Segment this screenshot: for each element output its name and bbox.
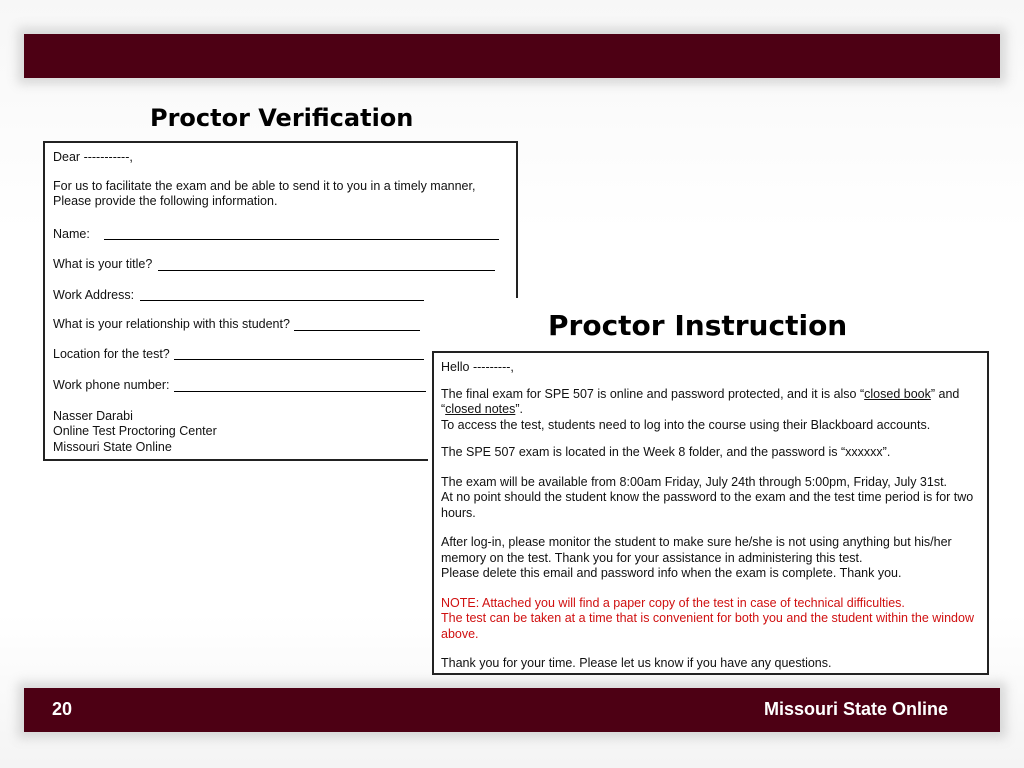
instruction-p4-line-1: After log-in, please monitor the student to make sure he/she is not using anything but his/her [441, 535, 952, 549]
instruction-p3-line-2: At no point should the student know the password to the exam and the test time period is for two [441, 490, 974, 504]
work-address-label: Work Address: [53, 287, 135, 302]
note-line-2: The test can be taken at a time that is convenient for both you and the student within the window [441, 611, 974, 625]
proctor-instruction-letter [432, 351, 989, 675]
note-line-1: NOTE: Attached you will find a paper copy of the test in case of technical difficulties. [441, 595, 905, 610]
closed-book-text: closed book [864, 386, 931, 401]
verification-intro-line-2: Please provide the following information. [53, 194, 278, 208]
instruction-closing: Thank you for your time. Please let us know if you have any questions. [441, 656, 832, 670]
signature-org: Missouri State Online [53, 439, 172, 454]
name-blank [104, 227, 499, 240]
slide-number: 20 [52, 699, 73, 719]
instruction-p1-line-2 [441, 402, 980, 418]
phone-label: Work phone number: [53, 378, 170, 392]
work-address-blank [140, 288, 424, 301]
note-line-3: above. [441, 626, 479, 641]
signature-name: Nasser Darabi [53, 408, 133, 423]
name-label: Name: [53, 226, 90, 241]
phone-blank [174, 379, 426, 392]
title-field-row [53, 257, 508, 273]
verification-greeting: Dear -----------, [53, 150, 133, 164]
relationship-label: What is your relationship with this student? [53, 317, 290, 331]
footer-org-name: Missouri State Online [763, 699, 948, 719]
relationship-blank [294, 318, 420, 331]
p1-text-a: The final exam for SPE 507 is online and password protected, and it is also “ [441, 386, 865, 401]
location-blank [174, 347, 424, 360]
proctor-instruction-title: Proctor Instruction [548, 309, 848, 342]
instruction-p4-line-2: memory on the test. Thank you for your assistance in administering this test. [441, 550, 863, 565]
header-bar [24, 34, 1000, 78]
instruction-p2: The SPE 507 exam is located in the Week 8 folder, and the password is “xxxxxx”. [441, 445, 891, 459]
closed-notes-text: closed notes [445, 402, 516, 416]
proctor-verification-title: Proctor Verification [150, 104, 414, 132]
title-blank [158, 258, 495, 271]
p1-text-b: ” and [930, 386, 960, 401]
title-label: What is your title? [53, 257, 153, 271]
location-label: Location for the test? [53, 346, 170, 361]
footer-bar [24, 688, 1000, 732]
p1-text-d: ”. [515, 402, 523, 416]
instruction-greeting: Hello ---------, [441, 360, 514, 374]
name-field-row [53, 227, 508, 243]
instruction-p1-line-1 [441, 387, 980, 403]
instruction-p4-line-3: Please delete this email and password info when the exam is complete. Thank you. [441, 566, 902, 580]
signature-center: Online Test Proctoring Center [53, 424, 217, 438]
instruction-p3-line-1: The exam will be available from 8:00am Friday, July 24th through 5:00pm, Friday, July 31st. [441, 474, 948, 489]
instruction-p3-line-3: hours. [441, 505, 476, 520]
p1-text-c: “ [441, 402, 446, 416]
instruction-p1-line-3: To access the test, students need to log into the course using their Blackboard accounts. [441, 417, 931, 432]
verification-intro-line-1: For us to facilitate the exam and be able to send it to you in a timely manner, [53, 178, 476, 193]
